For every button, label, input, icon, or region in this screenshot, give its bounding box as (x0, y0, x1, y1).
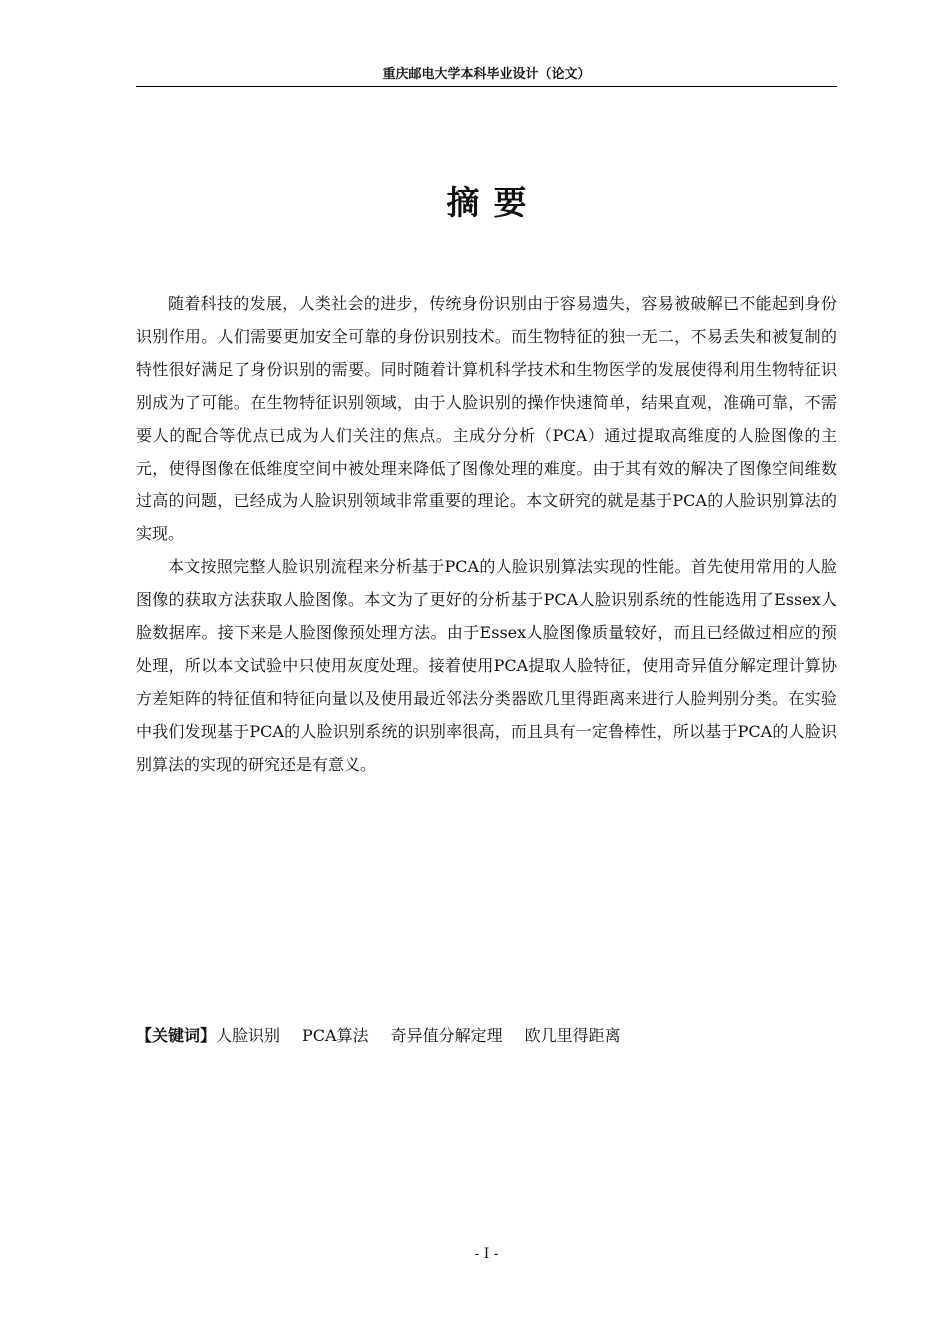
keywords-line (136, 1020, 837, 1052)
keyword-item: 欧几里得距离 (524, 1026, 621, 1045)
keyword-item: 奇异值分解定理 (390, 1026, 503, 1045)
page-number: - I - (474, 1246, 499, 1262)
keyword-item: PCA算法 (302, 1026, 369, 1045)
header-rule (136, 86, 837, 87)
abstract-paragraph-2: 本文按照完整人脸识别流程来分析基于PCA的人脸识别算法实现的性能。首先使用常用的人脸图像的获取方法获取人脸图像。本文为了更好的分析基于PCA人脸识别系统的性能选用了Essex人脸数据库。接下来是人脸图像预处理方法。由于Essex人脸图像质量较好，而且已经做过相应的预处理，所以本文试验中只使用灰度处理。接着使用PCA提取人脸特征，使用奇异值分解定理计算协方差矩阵的特征值和特征向量以及使用最近邻法分类器欧几里得距离来进行人脸判别分类。在实验中我们发现基于PCA的人脸识别系统的识别率很高，而且具有一定鲁棒性，所以基于PCA的人脸识别算法的实现的研究还是有意义。 (136, 557, 837, 774)
keywords-label: 【关键词】 (136, 1026, 217, 1045)
page-title: 摘要 (446, 183, 541, 222)
abstract-paragraph-1: 随着科技的发展，人类社会的进步，传统身份识别由于容易遗失，容易被破解已不能起到身份识别作用。人们需要更加安全可靠的身份识别技术。而生物特征的独一无二，不易丢失和被复制的特性很好满足了身份识别的需要。同时随着计算机科学技术和生物医学的发展使得利用生物特征识别成为了可能。在生物特征识别领域，由于人脸识别的操作快速简单，结果直观，准确可靠，不需要人的配合等优点已成为人们关注的焦点。主成分分析（PCA）通过提取高维度的人脸图像的主元，使得图像在低维度空间中被处理来降低了图像处理的难度。由于其有效的解决了图像空间维数过高的问题，已经成为人脸识别领域非常重要的理论。本文研究的就是基于PCA的人脸识别算法的实现。 (136, 294, 837, 544)
keyword-item: 人脸识别 (216, 1026, 281, 1045)
abstract-body (136, 288, 837, 782)
running-header: 重庆邮电大学本科毕业设计（论文） (382, 67, 591, 82)
